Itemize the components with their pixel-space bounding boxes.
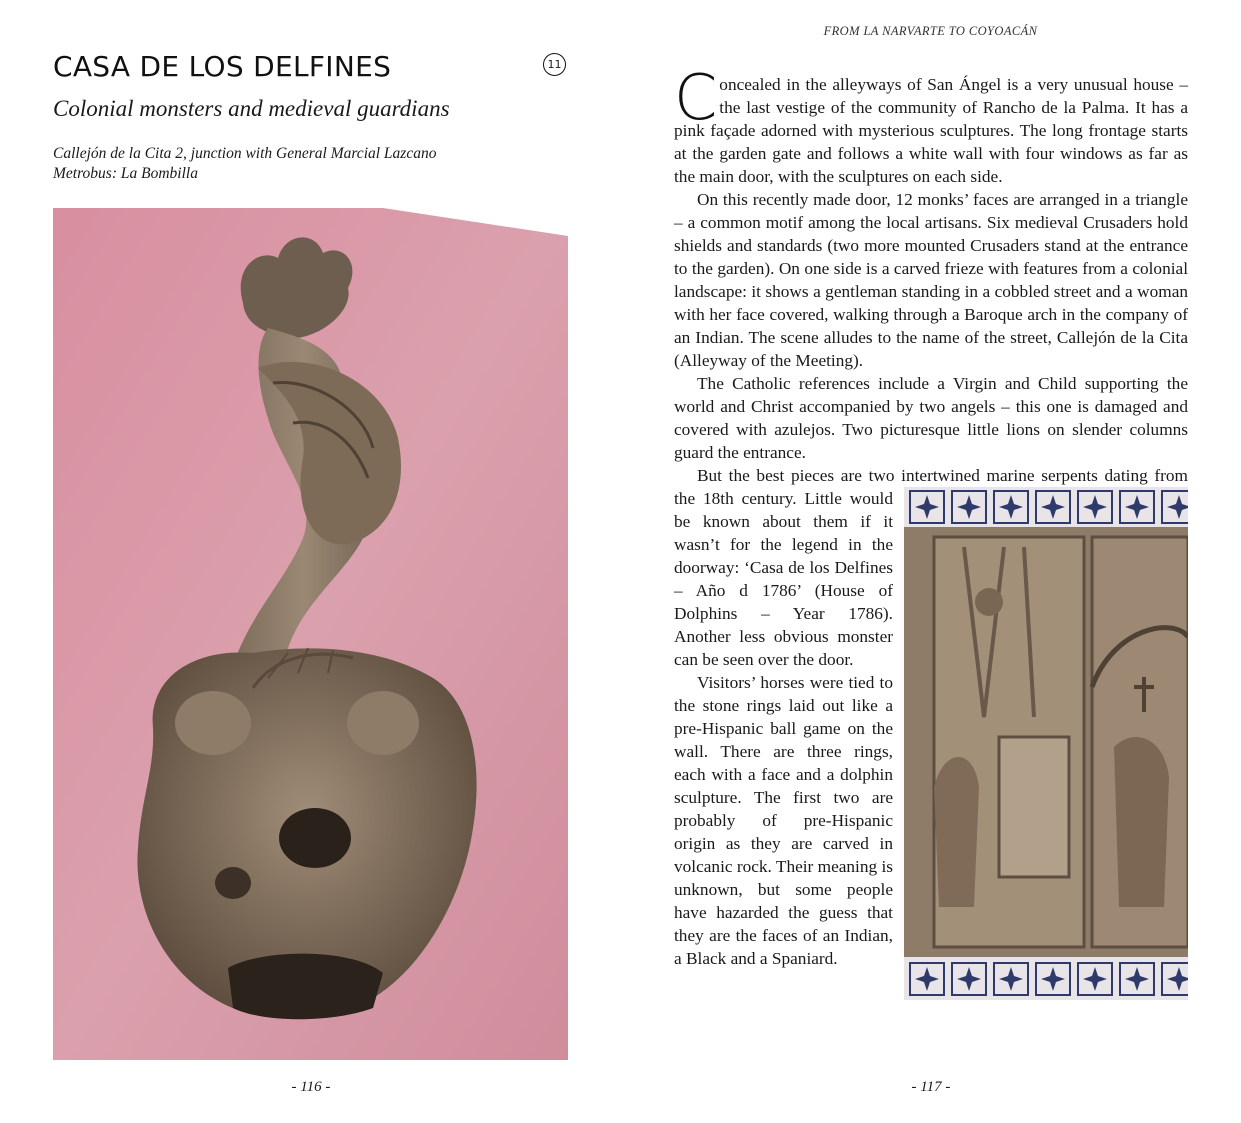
running-head: FROM LA NARVARTE TO COYOACÁN [823,24,1038,38]
paragraph: Concealed in the alleyways of San Ángel is a very unusual house – the last vestige of the community of Rancho de la Palma. It has a pink façade adorned with mysterious sculptures. The long frontage starts at the garden gate and follows a white wall with four windows as far as the main door, with the sculptures on each side. [674,61,1188,186]
address-block [53,144,436,184]
left-page [0,0,620,1123]
transit-line: Metrobus: La Bombilla [53,165,198,182]
page-number: - 116 - [291,1079,331,1095]
relief-carving-photo [904,487,1188,1000]
page-title: CASA DE LOS DELFINES [53,50,392,83]
right-page [620,0,1241,1123]
article-body [674,61,1188,1006]
paragraph: On this recently made door, 12 monks’ faces are arranged in a triangle – a common motif among the local artisans. Six medieval Crusaders hold shields and standards (two more mounted Crusaders stand at the entrance to the garden). On one side is a carved frieze with features from a colonial landscape: it shows a gentleman standing in a cobbled street and a woman with her face covered, walking through a Baroque arch in the company of an Indian. The scene alludes to the name of the street, Callejón de la Cita (Alleyway of the Meeting). [674,190,1188,370]
paragraph: The Catholic references include a Virgin and Child supporting the world and Christ accompanied by two angels – this one is damaged and covered with azulejos. Two picturesque little lions on slender columns guard the entrance. [674,374,1188,462]
page-subtitle: Colonial monsters and medieval guardians [53,96,450,121]
dolphin-sculpture-photo [53,208,568,1060]
address-line: Callejón de la Cita 2, junction with General Marcial Lazcano [53,145,437,162]
site-number-badge: 11 [543,53,566,76]
page-number: - 117 - [911,1079,951,1095]
drop-cap: C [674,61,718,134]
paragraph: Visitors’ horses were tied to the stone rings laid out like a pre-Hispanic ball game on the wall. There are three rings, each with a face and a dolphin sculpture. The first two are probably of pre-Hispanic origin as they are carved in volcanic rock. Their meaning is unknown, but some people have hazarded the guess that they are the faces of an Indian, a Black and a Spaniard. [674,673,893,968]
paragraph: But the best pieces are two intertwined marine serpents dating from the 18th century. Little would be known about them if it wasn’t for the legend in the doorway: ‘Casa de los Delfines – Año d 1786’ (House of Dolphins – Year 1786). Another less obvious monster can be seen over the door. [674,464,1188,671]
